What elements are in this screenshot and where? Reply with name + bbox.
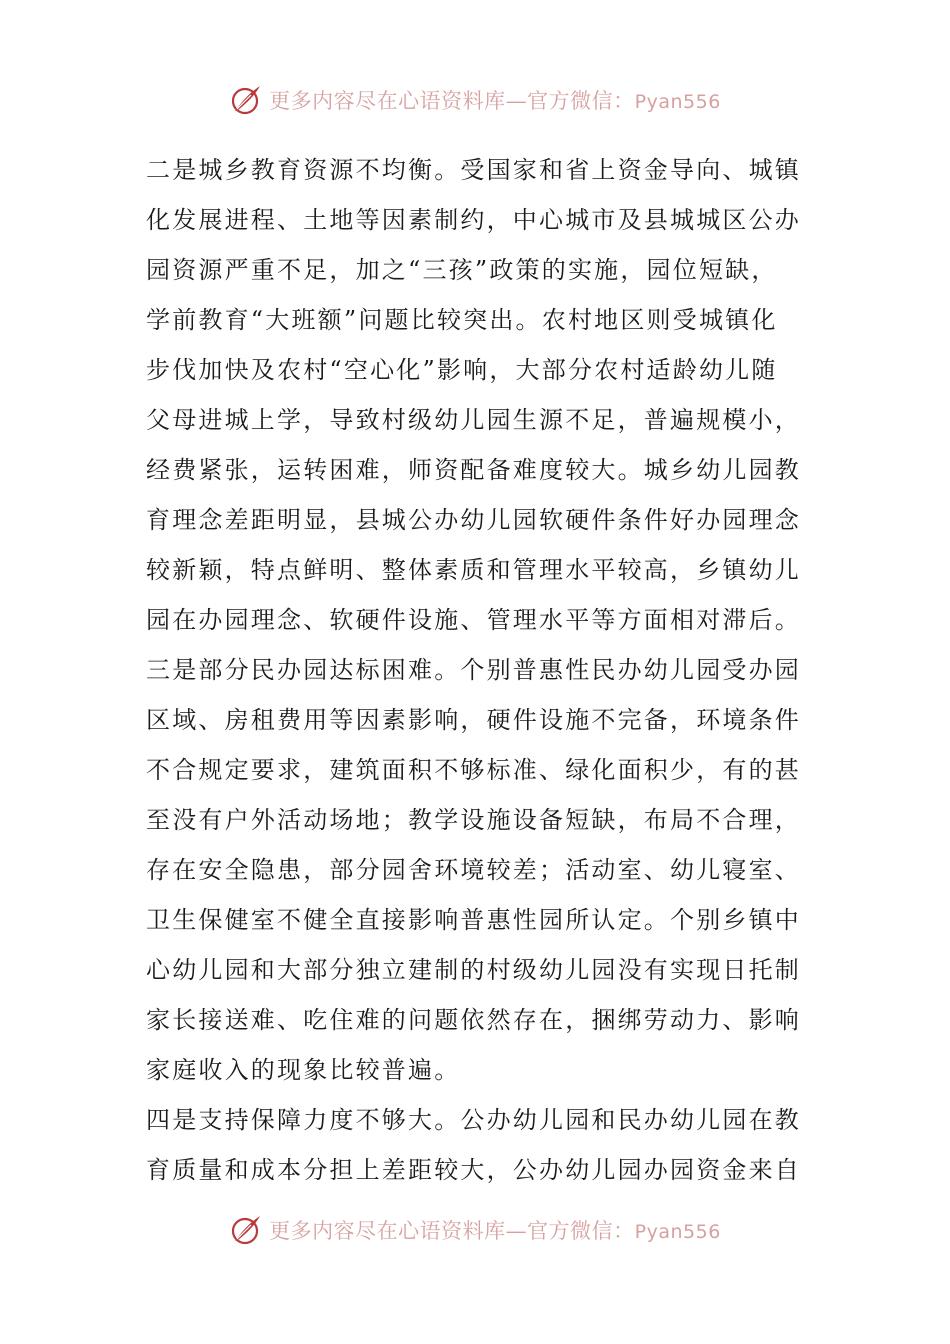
watermark-text: 更多内容尽在心语资料库—官方微信：Pyan556 xyxy=(269,1219,721,1243)
text-line: 存在安全隐患，部分园舍环境较差；活动室、幼儿寝室、 xyxy=(146,856,801,884)
text-line: 不合规定要求，建筑面积不够标准、绿化面积少，有的甚 xyxy=(146,756,801,784)
text-line: 卫生保健室不健全直接影响普惠性园所认定。个别乡镇中 xyxy=(146,906,801,934)
text-line: 学前教育“大班额”问题比较突出。农村地区则受城镇化 xyxy=(146,306,778,334)
text-line: 育质量和成本分担上差距较大，公办幼儿园办园资金来自 xyxy=(146,1156,801,1184)
text-line: 至没有户外活动场地；教学设施设备短缺，布局不合理， xyxy=(146,806,801,834)
header-watermark xyxy=(0,80,950,120)
text-line: 育理念差距明显，县城公办幼儿园软硬件条件好办园理念 xyxy=(146,506,801,534)
quill-logo-icon xyxy=(229,83,263,117)
text-line: 父母进城上学，导致村级幼儿园生源不足，普遍规模小， xyxy=(146,406,801,434)
text-line: 区域、房租费用等因素影响，硬件设施不完备，环境条件 xyxy=(146,706,801,734)
text-line: 园在办园理念、软硬件设施、管理水平等方面相对滞后。 xyxy=(146,606,801,634)
text-line: 家长接送难、吃住难的问题依然存在，捆绑劳动力、影响 xyxy=(146,1006,801,1034)
text-line: 经费紧张，运转困难，师资配备难度较大。城乡幼儿园教 xyxy=(146,456,801,484)
text-line: 家庭收入的现象比较普遍。 xyxy=(146,1056,461,1084)
text-line: 园资源严重不足，加之“三孩”政策的实施，园位短缺， xyxy=(146,256,778,284)
document-body xyxy=(146,145,806,1195)
text-line: 化发展进程、土地等因素制约，中心城市及县城城区公办 xyxy=(146,206,801,234)
text-line: 较新颖，特点鲜明、整体素质和管理水平较高，乡镇幼儿 xyxy=(146,556,801,584)
text-line: 三是部分民办园达标困难。个别普惠性民办幼儿园受办园 xyxy=(146,656,801,684)
text-line: 四是支持保障力度不够大。公办幼儿园和民办幼儿园在教 xyxy=(146,1106,801,1134)
text-line: 心幼儿园和大部分独立建制的村级幼儿园没有实现日托制 xyxy=(146,956,801,984)
text-line: 二是城乡教育资源不均衡。受国家和省上资金导向、城镇 xyxy=(146,156,801,184)
watermark-text: 更多内容尽在心语资料库—官方微信：Pyan556 xyxy=(269,89,721,113)
quill-logo-icon xyxy=(229,1213,263,1247)
text-line: 步伐加快及农村“空心化”影响，大部分农村适龄幼儿随 xyxy=(146,356,778,384)
footer-watermark xyxy=(0,1210,950,1250)
